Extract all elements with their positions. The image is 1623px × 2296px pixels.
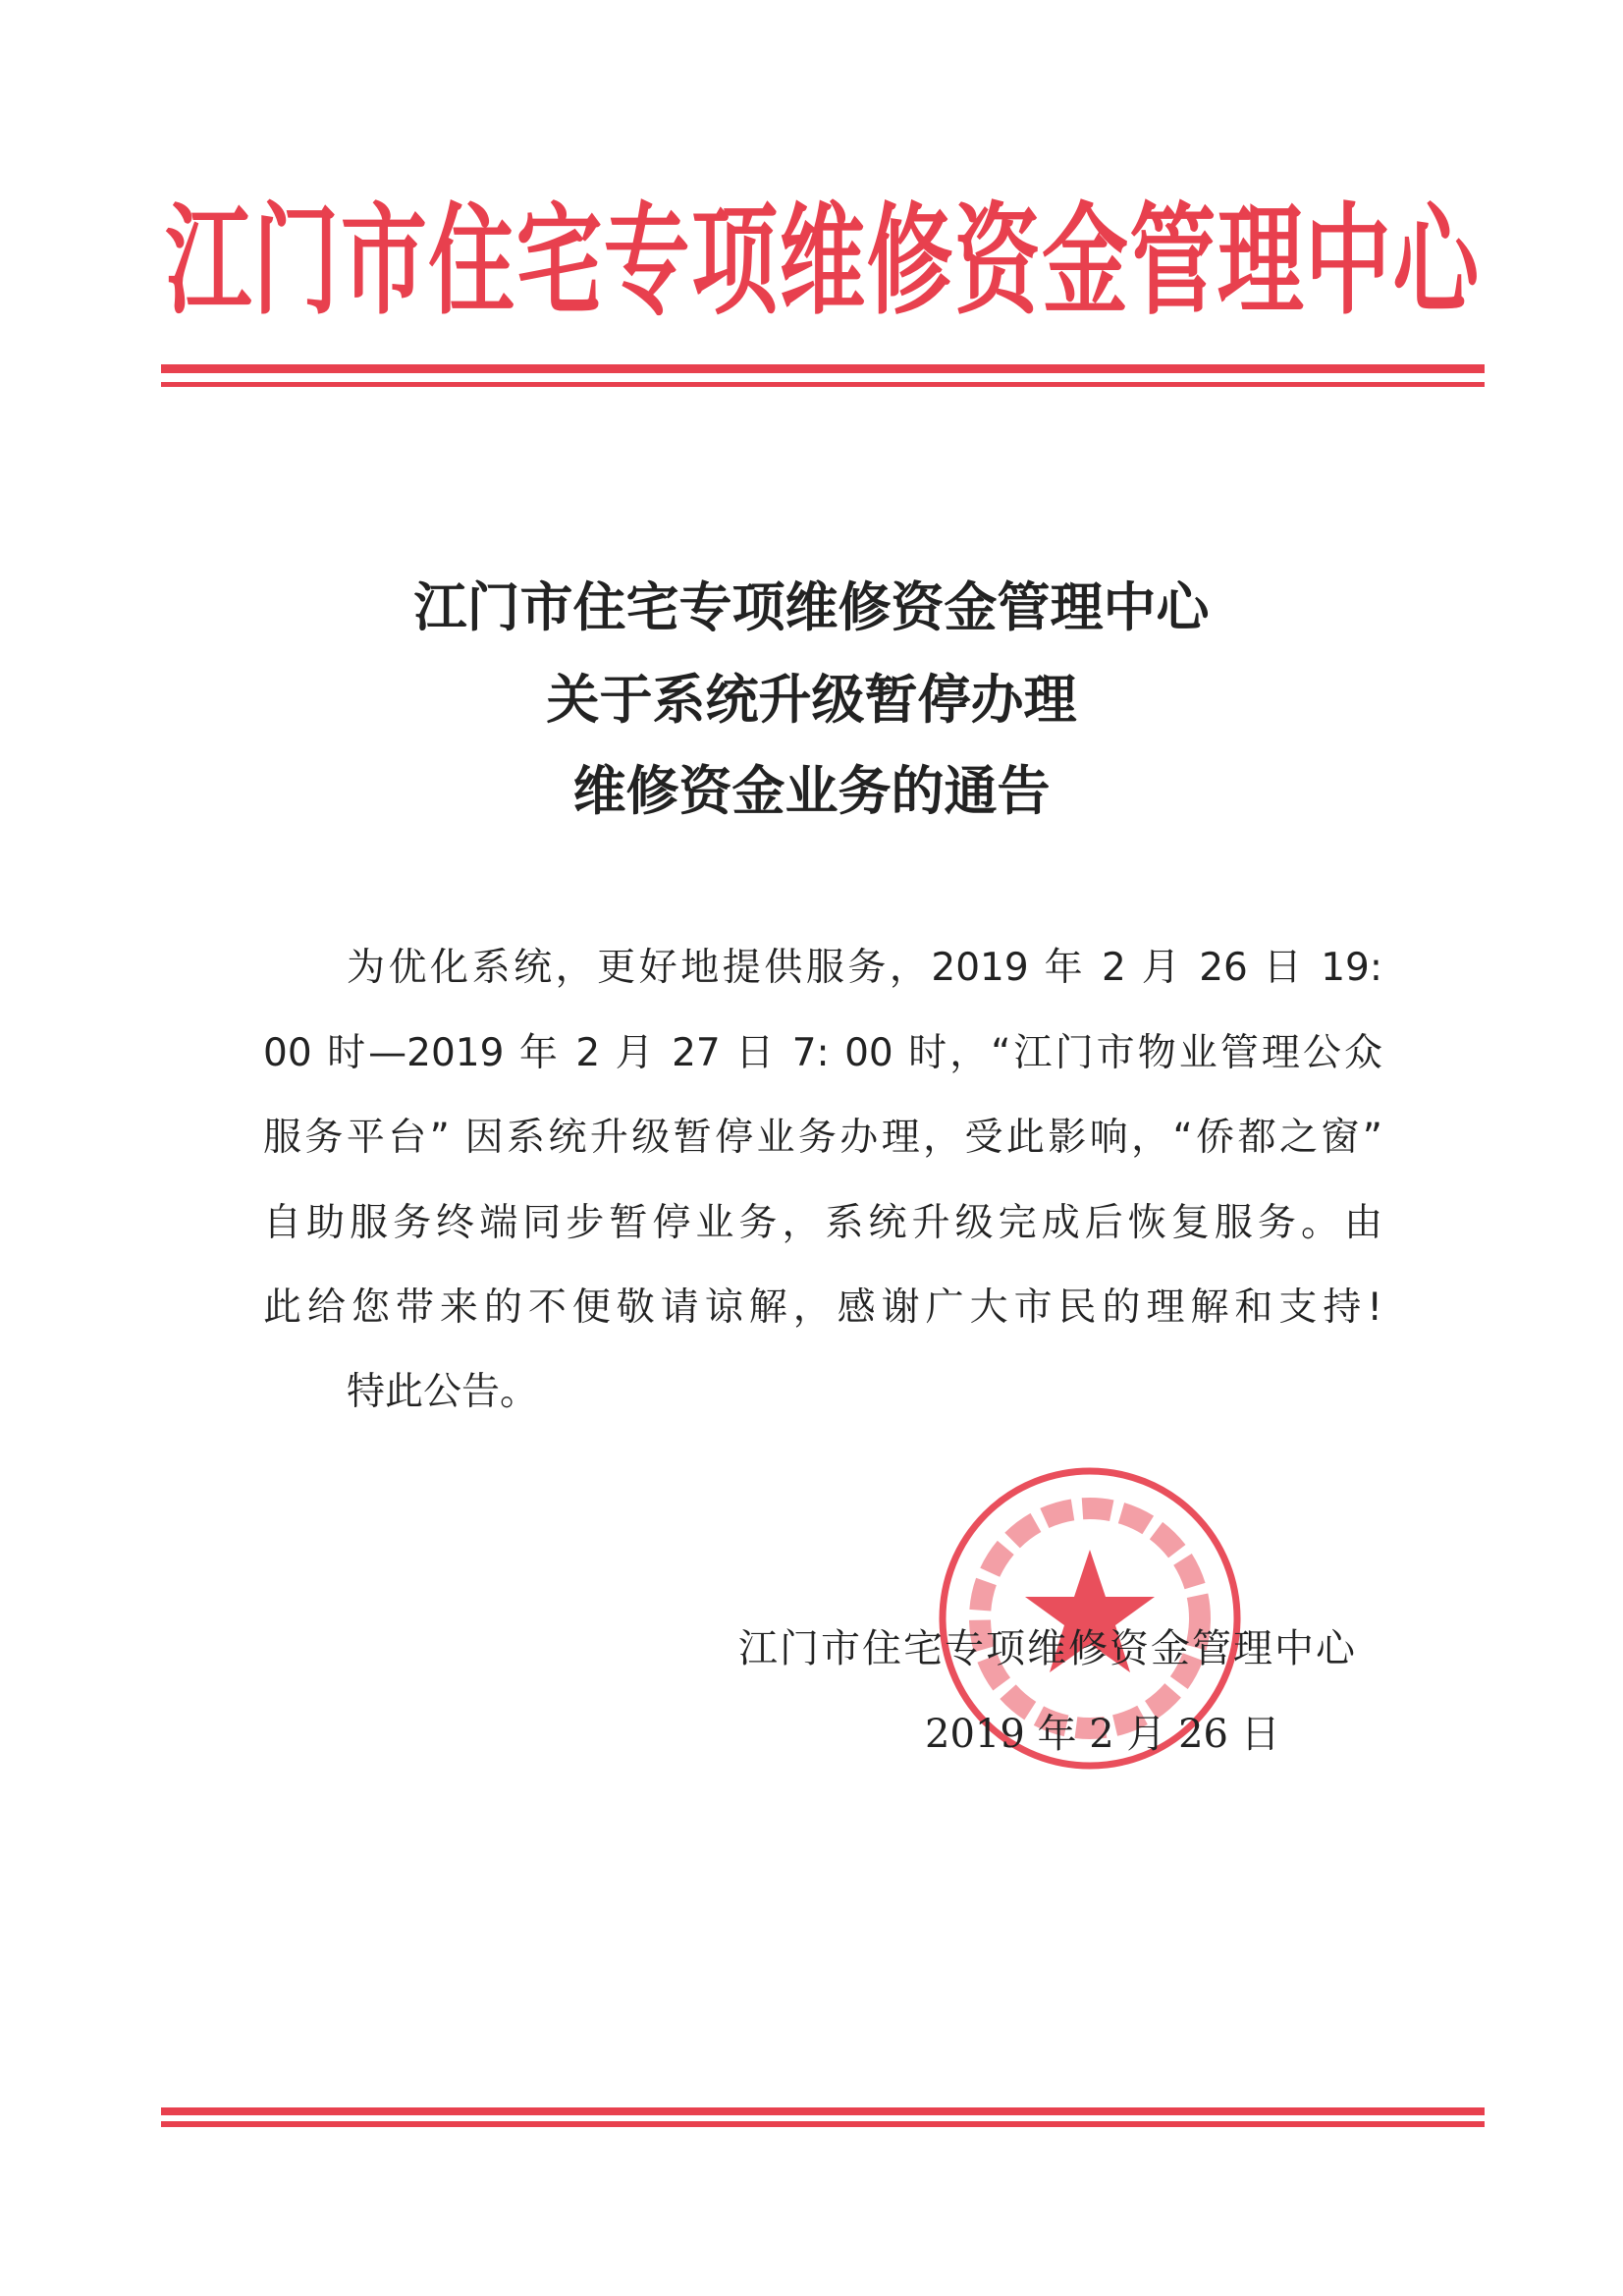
body-line-5: 此给您带来的不便敬请谅解，感谢广大市民的理解和支持! (263, 1285, 1382, 1330)
masthead-text: 江门市住宅专项维修资金管理中心 (165, 190, 1481, 331)
body-line-2: 00 时—2019 年 2 月 27 日 7: 00 时，“江门市物业管理公众 (263, 1031, 1382, 1075)
signature-organization: 江门市住宅专项维修资金管理中心 (738, 1626, 1357, 1671)
body-line-3: 服务平台” 因系统升级暂停业务办理，受此影响，“侨都之窗” (263, 1116, 1382, 1160)
closing-line: 特此公告。 (347, 1370, 539, 1414)
top-rule-thick (161, 364, 1485, 373)
notice-title-line-1: 江门市住宅专项维修资金管理中心 (413, 575, 1210, 638)
notice-title-line-2: 关于系统升级暂停办理 (546, 668, 1077, 731)
body-line-4: 自助服务终端同步暂停业务，系统升级完成后恢复服务。由 (263, 1201, 1382, 1245)
body-line-1: 为优化系统，更好地提供服务，2019 年 2 月 26 日 19: (347, 946, 1382, 990)
top-rule-thin (161, 382, 1485, 387)
notice-title-line-3: 维修资金业务的通告 (572, 759, 1051, 822)
masthead-title (161, 191, 1485, 329)
bottom-rule-thick (161, 2107, 1485, 2115)
bottom-rule-thin (161, 2121, 1485, 2127)
signature-date: 2019 年 2 月 26 日 (925, 1712, 1280, 1757)
